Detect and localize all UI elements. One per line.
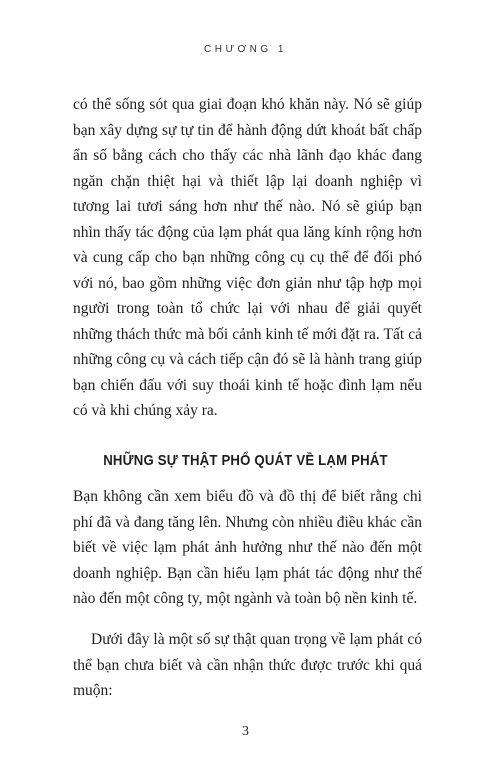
section-heading: NHỮNG SỰ THẬT PHỔ QUÁT VỀ LẠM PHÁT <box>103 452 388 469</box>
chapter-running-head: CHƯƠNG 1 <box>204 44 287 55</box>
body-paragraph-2: Bạn không cần xem biểu đồ và đồ thị để biết rằng chi phí đã và đang tăng lên. Nhưng còn nhiều điều khác cần biết về việc lạm phát ảnh hưởng như thế nào đến một doanh nghiệp. Bạn cần hiểu lạm phát tác động như thế nào đến một công ty, một ngành và toàn bộ nền kinh tế. <box>73 488 422 607</box>
body-paragraph-1: có thể sống sót qua giai đoạn khó khăn này. Nó sẽ giúp bạn xây dựng sự tự tin để hành động dứt khoát bất chấp ẩn số bằng cách cho thấy các nhà lãnh đạo khác đang ngăn chặn thiệt hại và thiết lập lại doanh nghiệp vì tương lai tươi sáng hơn như thế nào. Nó sẽ giúp bạn nhìn thấy tác động của lạm phát qua lăng kính rộng hơn và cung cấp cho bạn những công cụ cụ thể để đối phó với nó, bao gồm những việc đơn giản như tập hợp mọi người trong toàn tổ chức lại với nhau để giải quyết những thách thức mà bối cảnh kinh tế mới đặt ra. Tất cả những công cụ và cách tiếp cận đó sẽ là hành trang giúp bạn chiến đấu với suy thoái kinh tế hoặc đình lạm nếu có và khi chúng xảy ra. <box>73 96 422 419</box>
body-paragraph-3: Dưới đây là một số sự thật quan trọng về lạm phát có thể bạn chưa biết và cần nhận thức được trước khi quá muộn: <box>73 631 422 699</box>
page-number: 3 <box>242 724 249 739</box>
